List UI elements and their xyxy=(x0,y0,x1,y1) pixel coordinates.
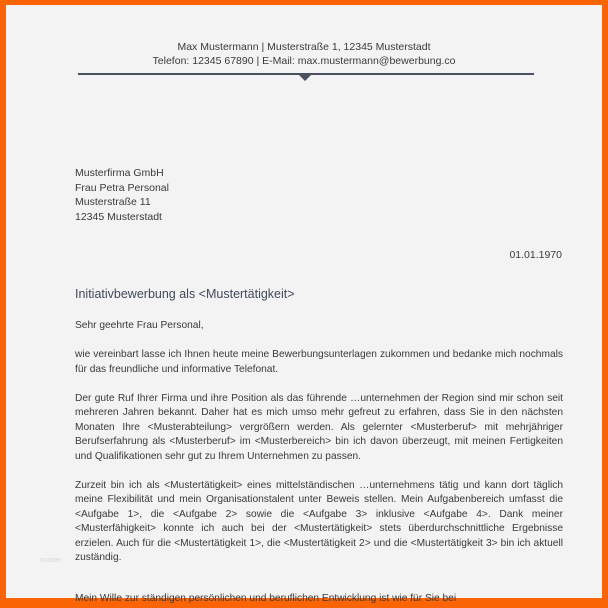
sender-name-address: Max Mustermann | Musterstraße 1, 12345 Musterstadt xyxy=(177,41,431,53)
paragraph: Zurzeit bin ich als <Mustertätigkeit> eines mittelständischen …unternehmens tätig und kann dort täglich meine Flexibilität und mein Organisationstalent unter Beweis stellen. Mein Aufgabenbereich umfasst die <Aufgabe 1>, die <Aufgabe 2> sowie die <Aufgabe 3> inklusive <Aufgabe 4>. Dank meiner <Musterfähigkeit> konnte ich auch bei der <Mustertätigkeit> stets überdurchschnittliche Ergebnisse erzielen. Auch für die <Mustertätigkeit 1>, die <Mustertätigkeit 2> und die <Mustertätigkeit 3> bin ich aktuell zuständig. xyxy=(75,479,563,563)
recipient-address xyxy=(75,166,169,224)
recipient-city: 12345 Musterstadt xyxy=(75,210,162,223)
paragraph-cutoff: Mein Wille zur ständigen persönlichen und beruflichen Entwicklung ist wie für Sie bei xyxy=(75,593,457,604)
recipient-contact: Frau Petra Personal xyxy=(75,181,169,194)
sender-contact: Telefon: 12345 67890 | E-Mail: max.mustermann@bewerbung.co xyxy=(152,55,456,67)
paragraph: Der gute Ruf Ihrer Firma und ihre Position als das führende …unternehmen der Region sind mir schon seit mehreren Jahren bekannt. Daher hat es mich umso mehr gefreut zu erfahren, dass Sie in den nächsten Monaten Ihre <Musterabteilung> vergrößern werden. Als gelernter <Musterberuf> mit mehrjähriger Berufserfahrung als <Musterberuf> im <Musterbereich> bin ich davon überzeugt, mit meinen Fertigkeiten und Qualifikationen sehr gut zu Ihrem Unternehmen zu passen. xyxy=(75,392,563,462)
letter-body xyxy=(75,319,563,580)
triangle-down-icon xyxy=(299,75,311,81)
salutation: Sehr geehrte Frau Personal, xyxy=(75,320,204,331)
sender-block xyxy=(6,40,602,68)
letter-subject: Initiativbewerbung als <Mustertätigkeit> xyxy=(75,287,295,301)
watermark: muster xyxy=(40,557,62,564)
letter-page xyxy=(6,5,602,604)
paragraph: wie vereinbart lasse ich Ihnen heute meine Bewerbungsunterlagen zukommen und bedanke mich nochmals für das freundliche und informative Telefonat. xyxy=(75,349,563,375)
recipient-street: Musterstraße 11 xyxy=(75,196,151,208)
recipient-company: Musterfirma GmbH xyxy=(75,167,164,179)
letter-date: 01.01.1970 xyxy=(509,249,562,261)
